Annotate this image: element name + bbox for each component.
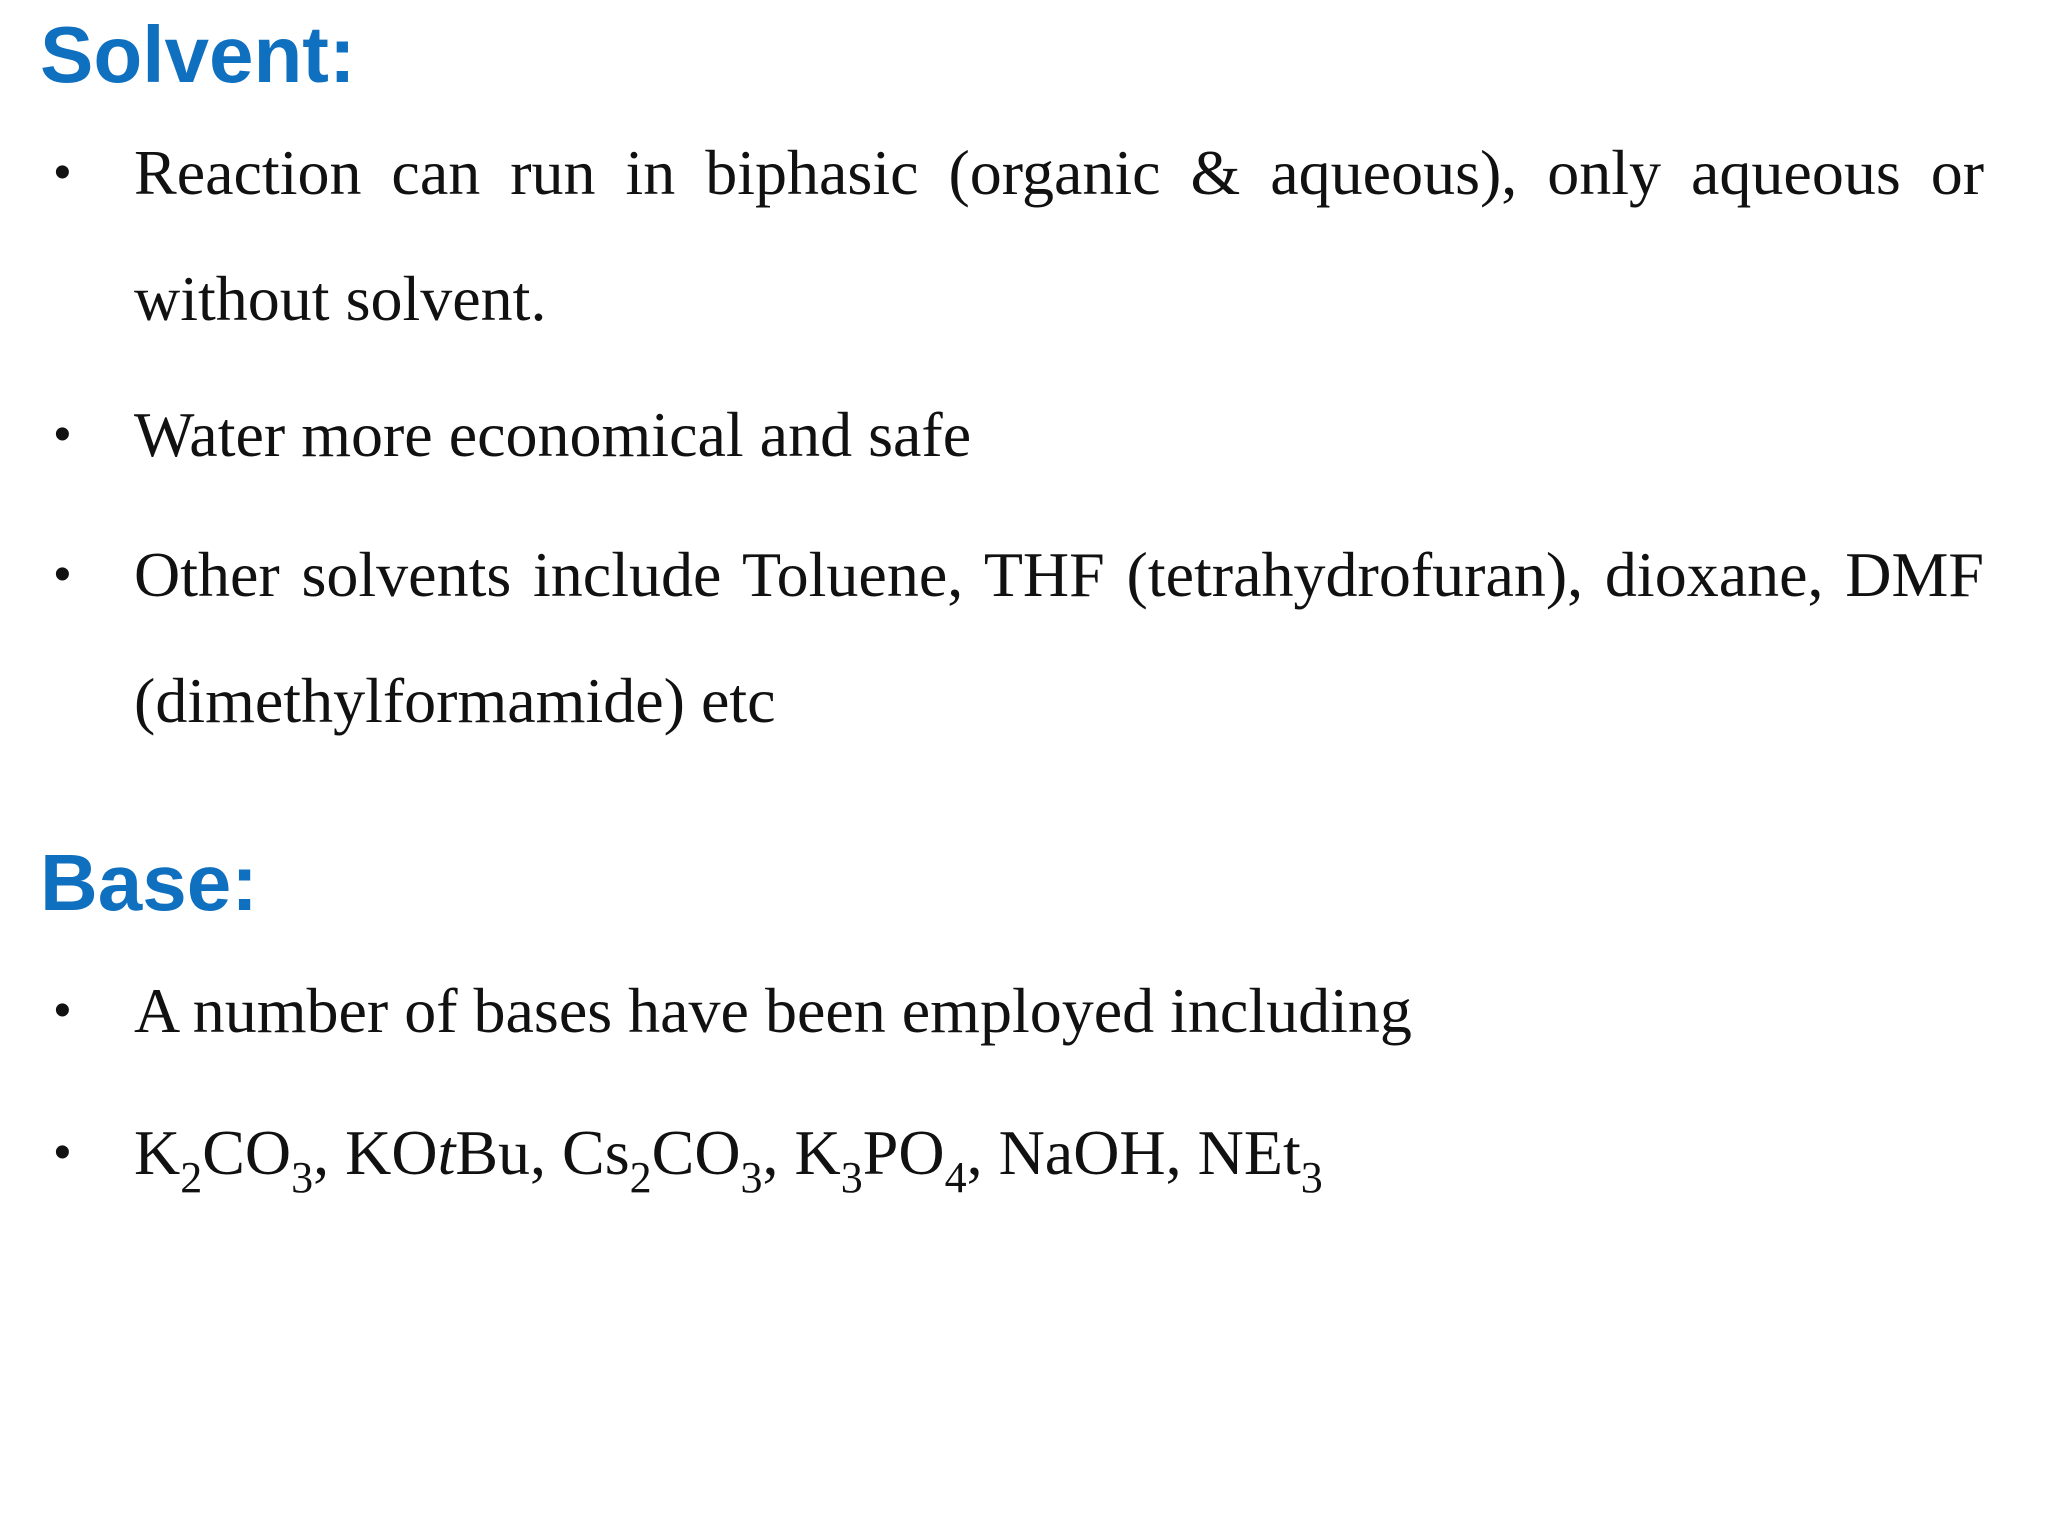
base-bullet-1-text: A number of bases have been employed including [134, 975, 1412, 1046]
base-bullet-1 [0, 948, 2048, 1074]
solvent-bullet-list [0, 110, 2048, 764]
base-bullet-2 [0, 1090, 2048, 1216]
solvent-bullet-2 [0, 372, 2048, 498]
solvent-bullet-1 [0, 110, 2048, 362]
bullet-dot-icon: • [54, 408, 71, 461]
solvent-bullet-3-text: Other solvents include Toluene, THF (tetrahydrofuran), dioxane, DMF (dimethylformamide) etc [134, 539, 1984, 736]
formula-k3po4: $K_3PO_4$, [794, 1117, 999, 1202]
formula-cs2co3: $Cs_2CO_3$, [562, 1117, 795, 1202]
formula-naoh: NaOH, [998, 1117, 1198, 1188]
solvent-bullet-2-text: Water more economical and safe [134, 399, 972, 470]
bullet-dot-icon: • [54, 1126, 71, 1179]
solvent-heading: Solvent: [40, 10, 356, 99]
formula-net3: NEt$_3$ [1197, 1117, 1323, 1202]
formula-kotbu: KOtBu, [345, 1117, 563, 1188]
bullet-dot-icon: • [54, 548, 71, 601]
solvent-bullet-3 [0, 512, 2048, 764]
solvent-bullet-1-text: Reaction can run in biphasic (organic & aqueous), only aqueous or without solvent. [134, 137, 1984, 334]
bullet-dot-icon: • [54, 984, 71, 1037]
formula-k2co3: $K_2CO_3$, [134, 1117, 346, 1202]
base-heading: Base: [40, 838, 258, 927]
base-bullet-list [0, 948, 2048, 1216]
bullet-dot-icon: • [54, 146, 71, 199]
